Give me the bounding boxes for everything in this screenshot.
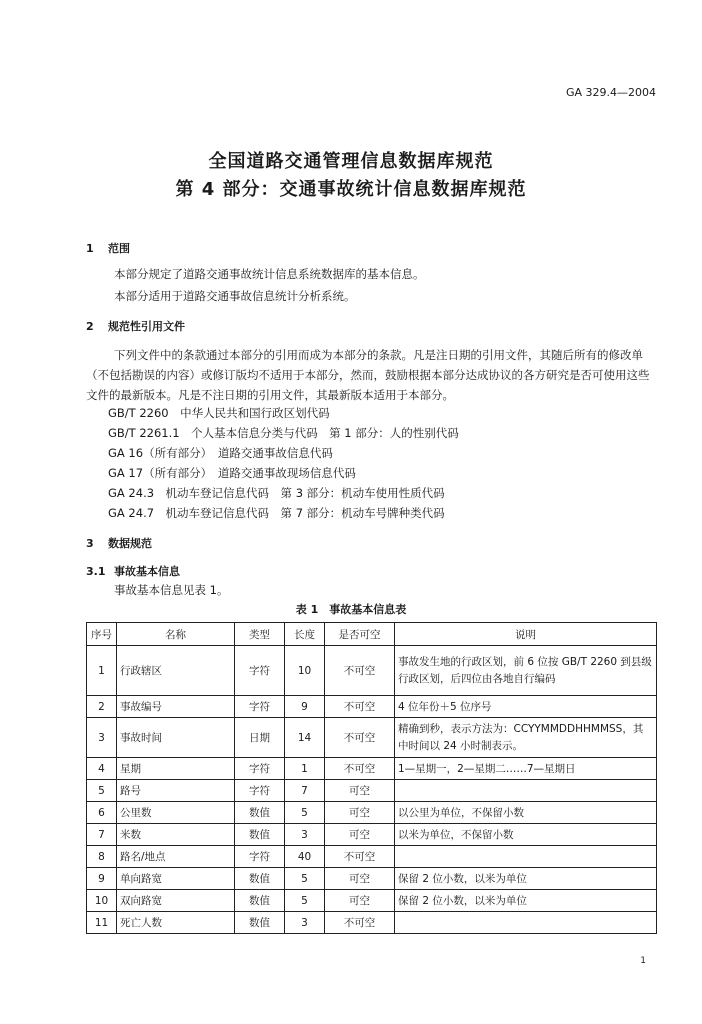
cell-name: 路号 (117, 780, 235, 802)
cell-name: 星期 (117, 758, 235, 780)
cell-name: 双向路宽 (117, 890, 235, 912)
column-header: 长度 (285, 623, 325, 646)
cell-length: 7 (285, 780, 325, 802)
cell-index: 3 (87, 718, 117, 758)
accident-info-table (86, 622, 657, 934)
cell-nullable: 不可空 (325, 646, 395, 696)
cell-nullable: 可空 (325, 868, 395, 890)
cell-length: 3 (285, 824, 325, 846)
reference-item: GA 16（所有部分） 道路交通事故信息代码 (108, 446, 333, 460)
standard-code: GA 329.4—2004 (565, 86, 656, 99)
cell-nullable: 可空 (325, 802, 395, 824)
cell-type: 数值 (235, 912, 285, 934)
table-row (87, 646, 657, 696)
cell-length: 5 (285, 868, 325, 890)
section-title: 范围 (108, 242, 130, 255)
cell-description (395, 846, 657, 868)
column-header: 名称 (117, 623, 235, 646)
column-header: 类型 (235, 623, 285, 646)
cell-length: 10 (285, 646, 325, 696)
section-heading-references (86, 318, 185, 334)
table-row (87, 758, 657, 780)
section-heading-scope (86, 240, 130, 256)
cell-nullable: 不可空 (325, 758, 395, 780)
reference-item: GB/T 2260 中华人民共和国行政区划代码 (108, 406, 330, 420)
cell-description: 事故发生地的行政区划，前 6 位按 GB/T 2260 到县级行政区划，后四位由各地自行编码 (395, 646, 657, 696)
table-row (87, 846, 657, 868)
cell-index: 5 (87, 780, 117, 802)
cell-name: 行政辖区 (117, 646, 235, 696)
table-row (87, 868, 657, 890)
cell-description: 精确到秒，表示方法为：CCYYMMDDHHMMSS，其中时间以 24 小时制表示。 (395, 718, 657, 758)
cell-index: 10 (87, 890, 117, 912)
cell-type: 字符 (235, 646, 285, 696)
cell-nullable: 可空 (325, 780, 395, 802)
cell-index: 4 (87, 758, 117, 780)
section-number: 1 (86, 242, 94, 255)
cell-length: 14 (285, 718, 325, 758)
table-header-row (87, 623, 657, 646)
cell-name: 事故编号 (117, 696, 235, 718)
table-row (87, 890, 657, 912)
cell-length: 3 (285, 912, 325, 934)
section-title: 规范性引用文件 (108, 320, 185, 333)
cell-description (395, 780, 657, 802)
table-row (87, 780, 657, 802)
cell-index: 9 (87, 868, 117, 890)
section-heading-data (86, 535, 152, 551)
scope-paragraph-1: 本部分规定了道路交通事故统计信息系统数据库的基本信息。 (114, 267, 425, 281)
cell-nullable: 不可空 (325, 696, 395, 718)
table-row (87, 718, 657, 758)
scope-paragraph-2: 本部分适用于道路交通事故信息统计分析系统。 (114, 289, 356, 303)
cell-index: 7 (87, 824, 117, 846)
cell-type: 字符 (235, 780, 285, 802)
cell-index: 8 (87, 846, 117, 868)
table-row (87, 912, 657, 934)
reference-item: GA 24.7 机动车登记信息代码 第 7 部分：机动车号牌种类代码 (108, 506, 445, 520)
cell-nullable: 不可空 (325, 912, 395, 934)
cell-nullable: 可空 (325, 890, 395, 912)
reference-item: GA 24.3 机动车登记信息代码 第 3 部分：机动车使用性质代码 (108, 486, 445, 500)
cell-length: 5 (285, 802, 325, 824)
cell-name: 事故时间 (117, 718, 235, 758)
cell-name: 死亡人数 (117, 912, 235, 934)
cell-type: 字符 (235, 758, 285, 780)
cell-nullable: 不可空 (325, 718, 395, 758)
cell-length: 9 (285, 696, 325, 718)
reference-item: GA 17（所有部分） 道路交通事故现场信息代码 (108, 466, 356, 480)
section-number: 2 (86, 320, 94, 333)
cell-index: 2 (87, 696, 117, 718)
cell-description: 4 位年份＋5 位序号 (395, 696, 657, 718)
table-row (87, 802, 657, 824)
cell-index: 11 (87, 912, 117, 934)
cell-description: 以米为单位，不保留小数 (395, 824, 657, 846)
cell-name: 路名/地点 (117, 846, 235, 868)
cell-type: 字符 (235, 696, 285, 718)
cell-index: 1 (87, 646, 117, 696)
column-header: 说明 (395, 623, 657, 646)
cell-description: 保留 2 位小数，以米为单位 (395, 890, 657, 912)
cell-nullable: 可空 (325, 824, 395, 846)
cell-length: 1 (285, 758, 325, 780)
table-row (87, 824, 657, 846)
cell-index: 6 (87, 802, 117, 824)
subsection-text: 事故基本信息见表 1。 (114, 583, 229, 597)
table-row (87, 696, 657, 718)
cell-name: 米数 (117, 824, 235, 846)
section-title: 事故基本信息 (114, 565, 180, 578)
reference-item: GB/T 2261.1 个人基本信息分类与代码 第 1 部分：人的性别代码 (108, 426, 459, 440)
cell-description (395, 912, 657, 934)
cell-type: 数值 (235, 890, 285, 912)
cell-type: 日期 (235, 718, 285, 758)
cell-type: 字符 (235, 846, 285, 868)
cell-type: 数值 (235, 824, 285, 846)
column-header: 序号 (87, 623, 117, 646)
cell-name: 公里数 (117, 802, 235, 824)
section-number: 3 (86, 537, 94, 550)
cell-length: 5 (285, 890, 325, 912)
table-caption: 表 1 事故基本信息表 (295, 603, 407, 616)
column-header: 是否可空 (325, 623, 395, 646)
cell-description: 以公里为单位，不保留小数 (395, 802, 657, 824)
cell-description: 保留 2 位小数，以米为单位 (395, 868, 657, 890)
cell-description: 1—星期一，2—星期二……7—星期日 (395, 758, 657, 780)
section-title: 数据规范 (108, 537, 152, 550)
cell-nullable: 不可空 (325, 846, 395, 868)
section-number: 3.1 (86, 565, 106, 578)
document-title: 全国道路交通管理信息数据库规范 (208, 151, 494, 172)
references-intro-paragraph: 下列文件中的条款通过本部分的引用而成为本部分的条款。凡是注日期的引用文件，其随后所有的修改单（不包括勘误的内容）或修订版均不适用于本部分，然而，鼓励根据本部分达成协议的各方研究是否可使用这些文件的最新版本。凡是不注日期的引用文件，其最新版本适用于本部分。 (86, 348, 650, 402)
cell-name: 单向路宽 (117, 868, 235, 890)
cell-length: 40 (285, 846, 325, 868)
subsection-heading (86, 563, 180, 579)
page-number: 1 (640, 956, 646, 966)
document-subtitle: 第 4 部分：交通事故统计信息数据库规范 (175, 179, 527, 200)
cell-type: 数值 (235, 868, 285, 890)
cell-type: 数值 (235, 802, 285, 824)
